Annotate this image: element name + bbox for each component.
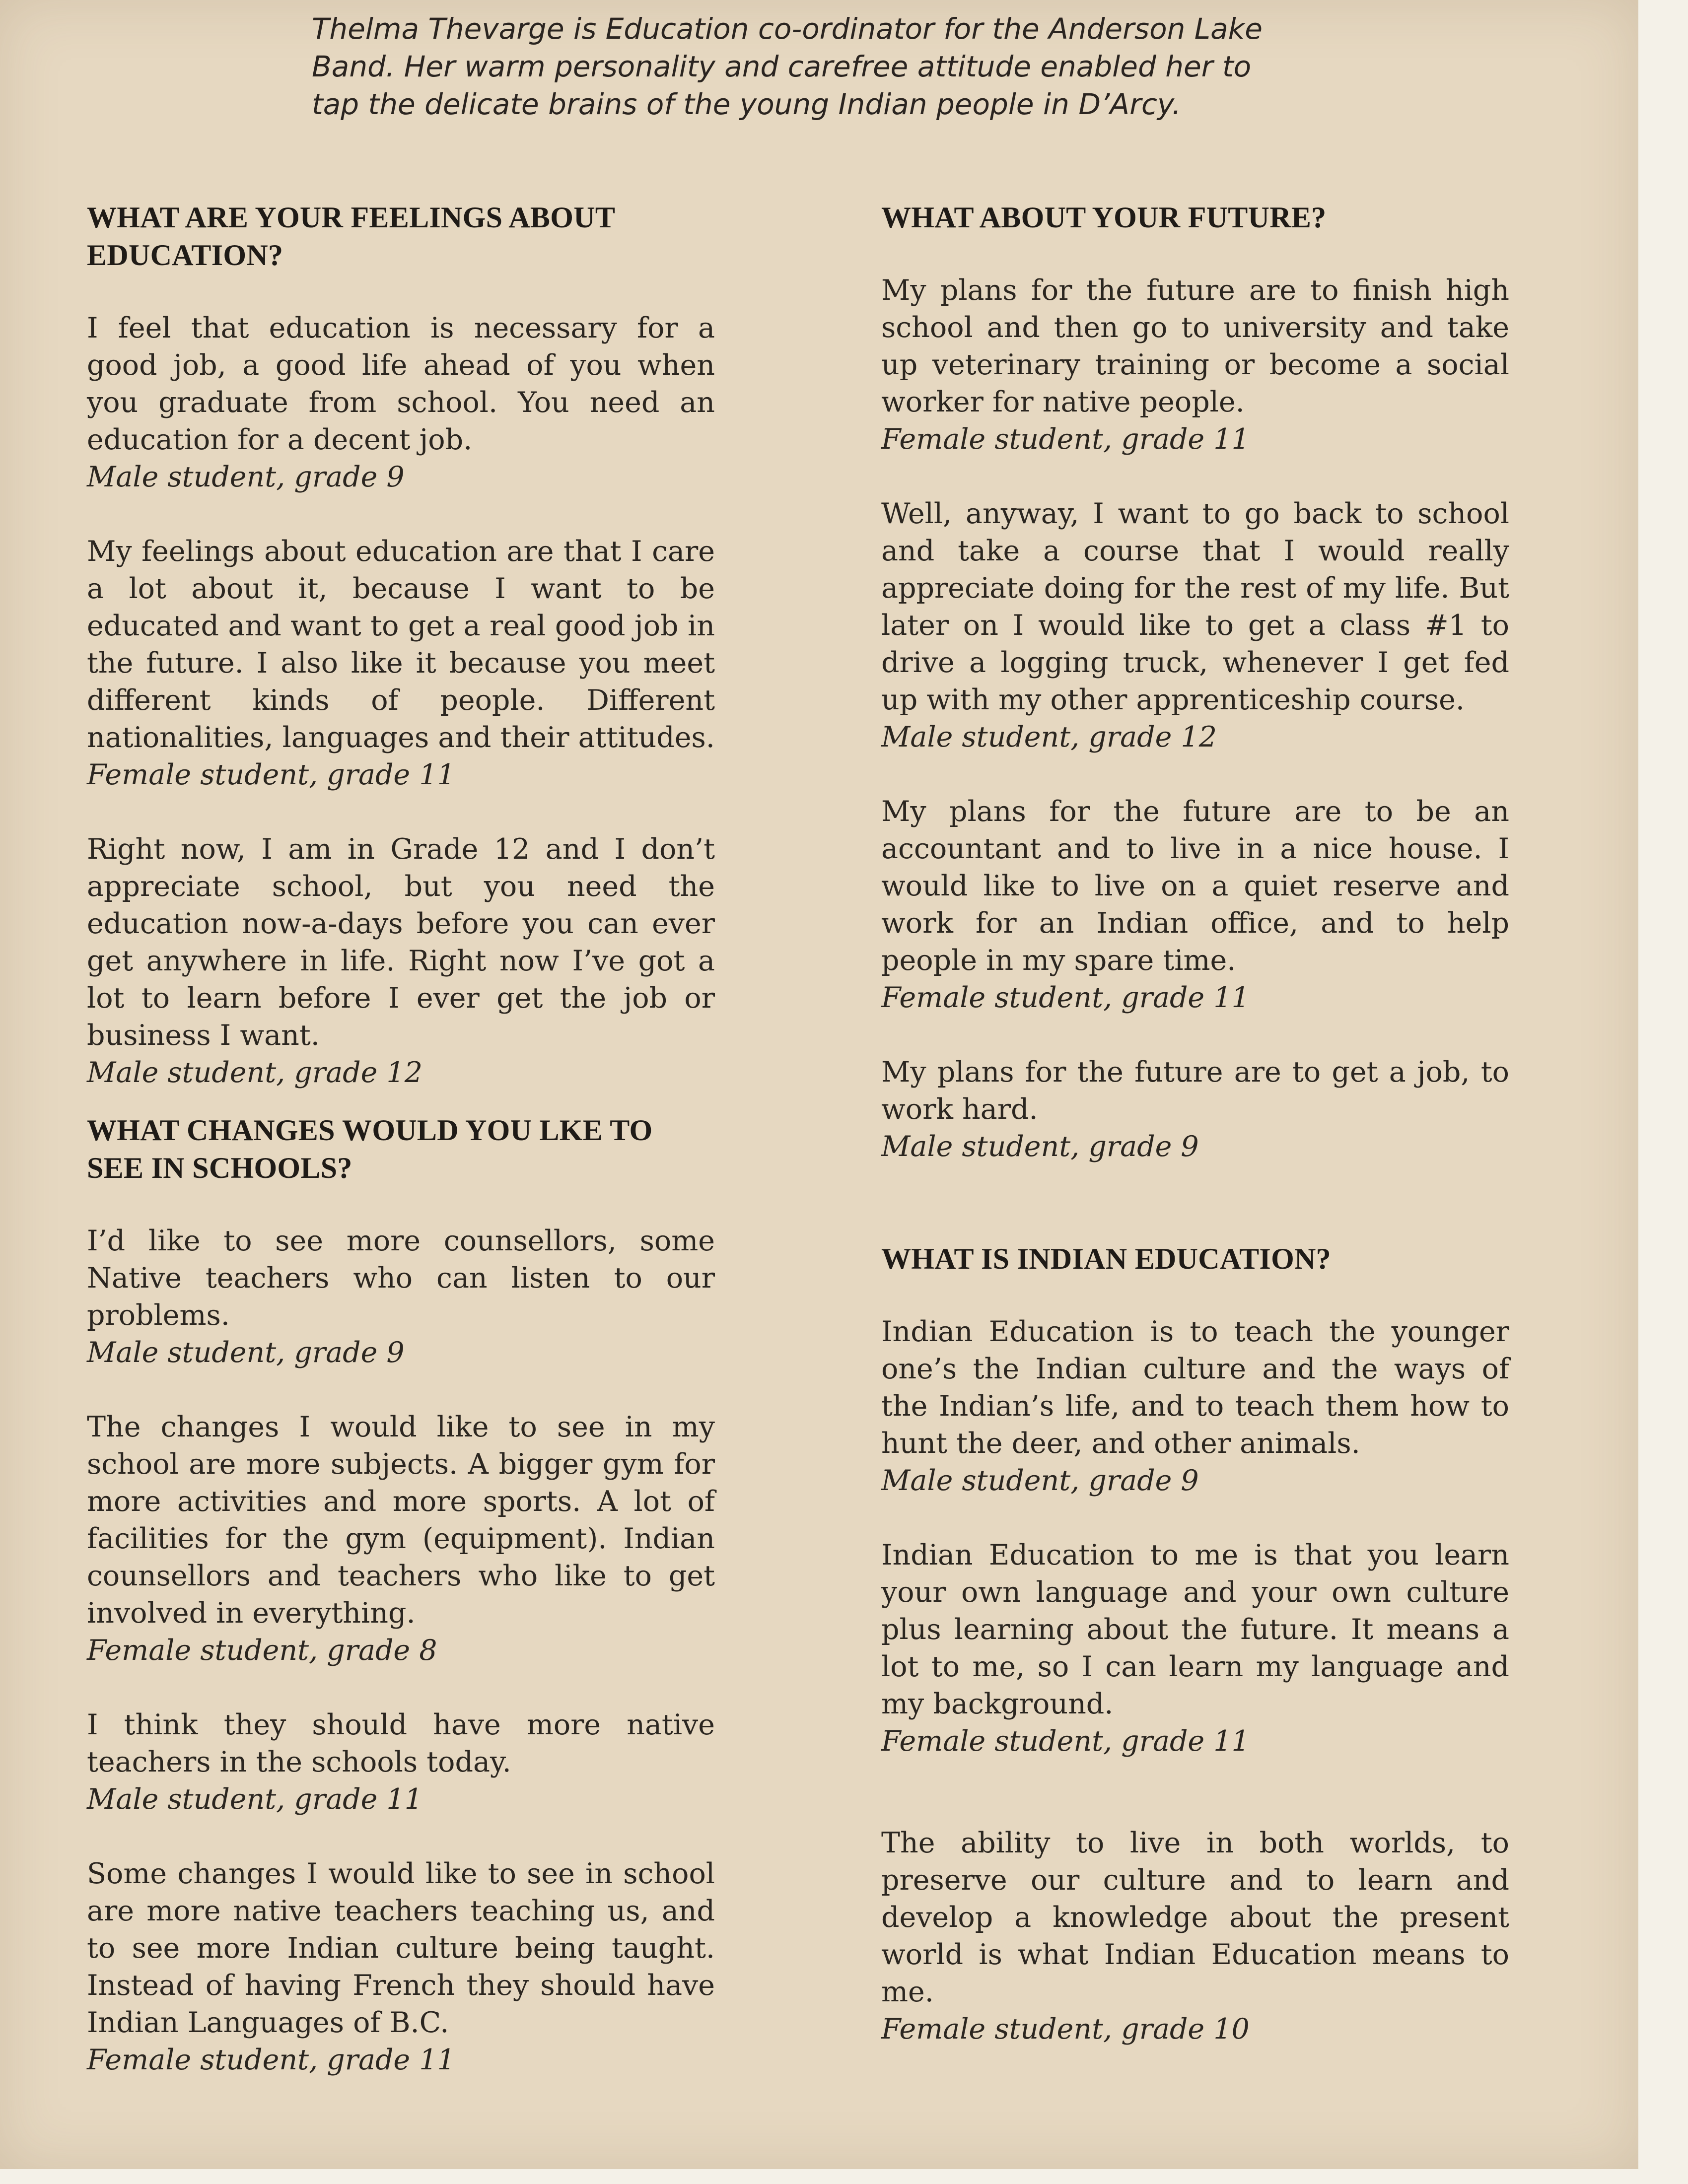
section-heading-feelings: WHAT ARE YOUR FEELINGS ABOUT EDUCATION? (87, 201, 615, 272)
right-column (881, 199, 1509, 2085)
student-quote (87, 310, 715, 496)
quote-text: My plans for the future are to be an accountant and to live in a nice house. I would like to live on a quiet reserve and work for an Indian office, and to help people in my spare time. (881, 795, 1509, 977)
student-quote (87, 1223, 715, 1371)
quote-text: Some changes I would like to see in school are more native teachers teaching us, and to see more Indian culture being taught. Instead of having French they should have Indian Languages of B.C. (87, 1857, 715, 2039)
student-quote (87, 1409, 715, 1669)
quote-text: The ability to live in both worlds, to preserve our culture and to learn and develop a knowledge about the present world is what Indian Education means to me. (881, 1827, 1509, 2008)
quote-attribution: Male student, grade 9 (87, 1336, 405, 1369)
quote-text: My plans for the future are to finish high school and then go to university and take up veterinary training or become a social worker for native people. (881, 274, 1509, 418)
section-heading-future: WHAT ABOUT YOUR FUTURE? (881, 201, 1327, 234)
quote-attribution: Male student, grade 11 (87, 1783, 422, 1816)
quote-attribution: Male student, grade 9 (87, 461, 405, 493)
section-heading-indian-education: WHAT IS INDIAN EDUCATION? (881, 1242, 1331, 1275)
quote-attribution: Male student, grade 12 (87, 1056, 422, 1089)
quote-attribution: Female student, grade 11 (881, 423, 1250, 456)
quote-text: The changes I would like to see in my school are more subjects. A bigger gym for more activities and more sports. A lot of facilities for the gym (equipment). Indian counsellors and teachers who like to get involved in everything. (87, 1411, 715, 1630)
student-quote (881, 1537, 1509, 1760)
student-quote (881, 1054, 1509, 1165)
student-quote (87, 1706, 715, 1818)
quote-attribution: Female student, grade 11 (881, 1725, 1250, 1758)
quote-text: My feelings about education are that I care a lot about it, because I want to be educated and want to get a real good job in the future. I also like it because you meet different kinds of people. Different nationalities, languages and their attitudes. (87, 535, 715, 754)
left-column (87, 199, 715, 2116)
quote-attribution: Female student, grade 11 (87, 2044, 455, 2076)
student-quote (881, 272, 1509, 458)
quote-attribution: Female student, grade 11 (881, 981, 1250, 1014)
quote-text: Indian Education to me is that you learn your own language and your own culture plus learning about the future. It means a lot to me, so I can learn my language and my background. (881, 1539, 1509, 1720)
student-quote (881, 793, 1509, 1017)
quote-text: Well, anyway, I want to go back to school and take a course that I would really appreciate doing for the rest of my life. But later on I would like to get a class #1 to drive a logging truck, whenever I get fed up with my other apprenticeship course. (881, 497, 1509, 716)
quote-text: My plans for the future are to get a job, to work hard. (881, 1056, 1509, 1126)
quote-text: I feel that education is necessary for a good job, a good life ahead of you when you graduate from school. You need an education for a decent job. (87, 312, 715, 456)
section-heading-changes: WHAT CHANGES WOULD YOU LKE TO SEE IN SCHOOLS? (87, 1114, 653, 1184)
quote-attribution: Male student, grade 9 (881, 1464, 1199, 1497)
student-quote (881, 1313, 1509, 1500)
quote-text: I think they should have more native teachers in the schools today. (87, 1708, 715, 1778)
student-quote (87, 1855, 715, 2079)
quote-text: I’d like to see more counsellors, some Native teachers who can listen to our problems. (87, 1225, 715, 1332)
student-quote (881, 495, 1509, 756)
student-quote (87, 533, 715, 794)
quote-text: Right now, I am in Grade 12 and I don’t appreciate school, but you need the education now-a-days before you can ever get anywhere in life. Right now I’ve got a lot to learn before I ever get the job or business I want. (87, 833, 715, 1052)
quote-attribution: Male student, grade 9 (881, 1130, 1199, 1163)
quote-text: Indian Education is to teach the younger one’s the Indian culture and the ways of the Indian’s life, and to teach them how to hunt the deer, and other animals. (881, 1315, 1509, 1460)
photo-caption: Thelma Thevarge is Education co-ordinator for the Anderson Lake Band. Her warm personality and carefree attitude enabled her to tap the delicate brains of the young Indian people in D’Arcy. (312, 12, 1263, 121)
student-quote (87, 831, 715, 1092)
student-quote (881, 1825, 1509, 2048)
quote-attribution: Female student, grade 8 (87, 1634, 437, 1667)
quote-attribution: Male student, grade 12 (881, 721, 1217, 753)
quote-attribution: Female student, grade 11 (87, 758, 455, 791)
quote-attribution: Female student, grade 10 (881, 2013, 1250, 2046)
